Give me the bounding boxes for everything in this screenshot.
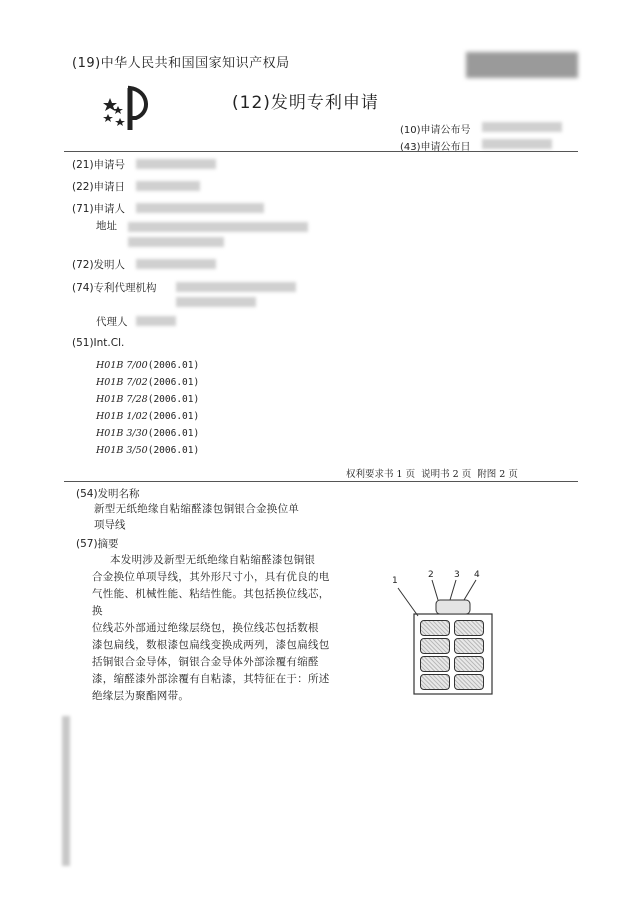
abstract-line: 气性能、机械性能、粘结性能。其包括换位线芯，换 <box>92 588 330 617</box>
publication-number-label: (10)申请公布号 <box>400 125 471 136</box>
ipc-code: H01B 7/28 <box>96 394 148 405</box>
address-label: 地址 <box>96 220 117 232</box>
ipc-entry <box>96 353 256 370</box>
ipc-entry <box>96 404 256 421</box>
conductor-strand <box>454 674 484 690</box>
application-number-value <box>136 159 216 169</box>
publication-date-label: (43)申请公布日 <box>400 142 471 153</box>
application-date-label: (22)申请日 <box>72 181 126 193</box>
ipc-code: H01B 3/50 <box>96 445 148 456</box>
ipc-entry <box>96 438 256 455</box>
ipc-year: (2006.01) <box>147 377 200 388</box>
abstract-line: 绝缘层为聚酯网带。 <box>92 690 190 702</box>
ipc-entry <box>96 370 256 387</box>
application-number-label: (21)申请号 <box>72 159 126 171</box>
ipc-entry <box>96 387 256 404</box>
inventor-label: (72)发明人 <box>72 259 126 271</box>
conductor-strand <box>454 638 484 654</box>
publication-number-value <box>482 122 562 132</box>
ipc-code: H01B 3/30 <box>96 428 148 439</box>
conductor-strand <box>454 620 484 636</box>
office-name: (19)中华人民共和国国家知识产权局 <box>72 56 290 71</box>
redacted-barcode <box>466 52 578 78</box>
ipc-year: (2006.01) <box>147 394 200 405</box>
conductor-strand <box>420 674 450 690</box>
conductor-strand <box>420 656 450 672</box>
ipc-entry <box>96 421 256 438</box>
agency-value-line2 <box>176 297 256 307</box>
conductor-strand <box>454 656 484 672</box>
ipc-list <box>96 353 256 455</box>
cnipa-logo-icon <box>100 82 156 134</box>
ipc-code: H01B 7/00 <box>96 360 148 371</box>
fig-label-4: 4 <box>474 570 480 580</box>
address-value-line1 <box>128 222 308 232</box>
conductor-strand <box>420 620 450 636</box>
ipc-year: (2006.01) <box>147 445 200 456</box>
applicant-value <box>136 203 264 213</box>
ipc-code: H01B 1/02 <box>96 411 148 422</box>
agent-label: 代理人 <box>96 316 128 328</box>
abstract-line: 括铜银合金导体，铜银合金导体外部涂覆有缩醛 <box>92 656 319 668</box>
header-divider <box>64 151 578 152</box>
invention-title-line2: 项导线 <box>94 519 126 531</box>
address-value-line2 <box>128 237 224 247</box>
ipc-year: (2006.01) <box>147 411 200 422</box>
application-date-value <box>136 181 200 191</box>
biblio-divider <box>64 481 578 482</box>
fig-label-1: 1 <box>392 576 398 586</box>
abstract-line: 漆，缩醛漆外部涂覆有自粘漆，其特征在于：所述 <box>92 673 330 685</box>
conductor-strand <box>420 638 450 654</box>
ipc-year: (2006.01) <box>147 360 200 371</box>
document-type: (12)发明专利申请 <box>232 93 379 113</box>
fig-label-3: 3 <box>454 570 460 580</box>
title-label: (54)发明名称 <box>76 488 140 500</box>
page-count-line: 权利要求书 1 页 说明书 2 页 附图 2 页 <box>346 469 518 480</box>
fig-label-2: 2 <box>428 570 434 580</box>
cable-cross-section-figure <box>380 570 520 700</box>
agency-value-line1 <box>176 282 296 292</box>
ipc-year: (2006.01) <box>147 428 200 439</box>
applicant-label: (71)申请人 <box>72 203 126 215</box>
invention-title-line1: 新型无纸绝缘自粘缩醛漆包铜银合金换位单 <box>94 503 300 515</box>
agent-value <box>136 316 176 326</box>
abstract-body <box>92 552 332 705</box>
inventor-value <box>136 259 216 269</box>
publication-date-value <box>482 139 552 149</box>
abstract-line: 本发明涉及新型无纸绝缘自粘缩醛漆包铜银 <box>110 554 316 566</box>
abstract-line: 合金换位单项导线，其外形尺寸小，具有优良的电 <box>92 571 330 583</box>
abstract-line: 位线芯外部通过绝缘层绕包，换位线芯包括数根 <box>92 622 319 634</box>
int-cl-label: (51)Int.Cl. <box>72 337 125 349</box>
abstract-line: 漆包扁线，数根漆包扁线变换成两列，漆包扁线包 <box>92 639 330 651</box>
redacted-margin-strip <box>62 716 70 866</box>
ipc-code: H01B 7/02 <box>96 377 148 388</box>
agency-label: (74)专利代理机构 <box>72 282 157 294</box>
abstract-label: (57)摘要 <box>76 538 119 550</box>
